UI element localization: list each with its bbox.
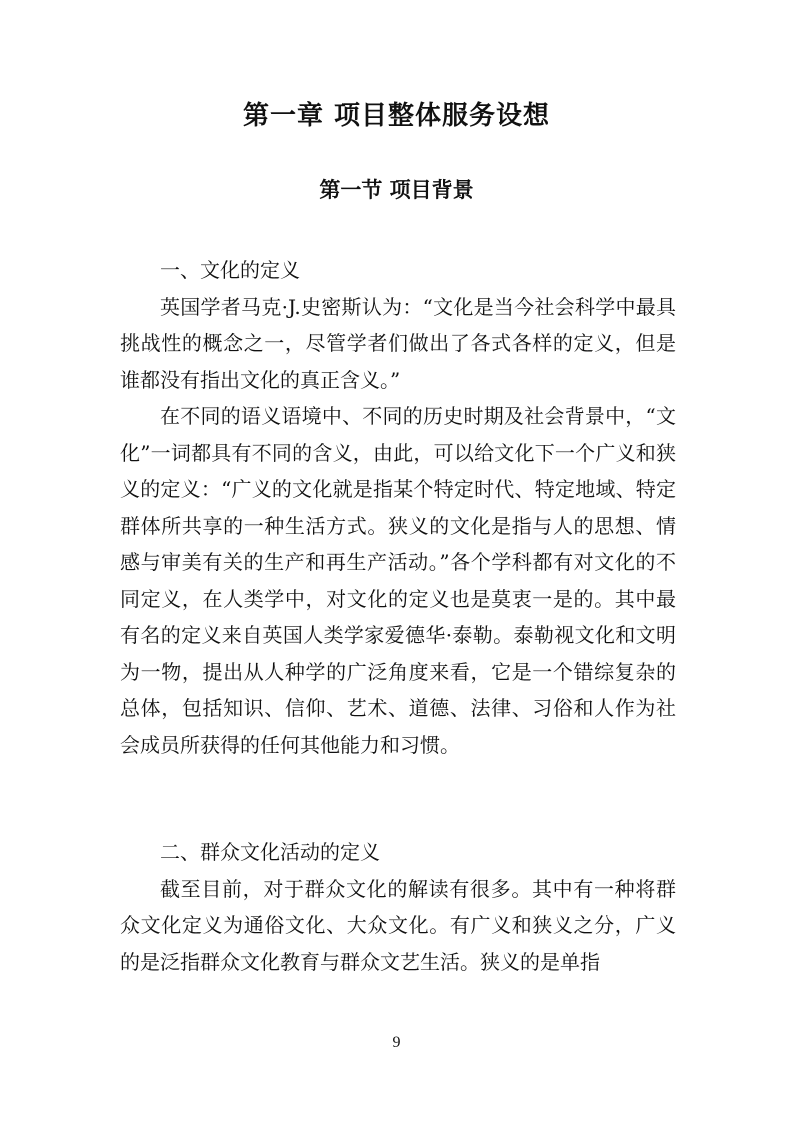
section-definition-of-culture [120, 252, 676, 763]
section-title: 第一节 项目背景 [319, 178, 474, 202]
section-definition-of-mass-cultural-activities [120, 834, 676, 980]
chapter-title: 第一章 项目整体服务设想 [242, 101, 551, 131]
section-heading: 一、文化的定义 [160, 258, 300, 282]
body-paragraph: 英国学者马克·J.史密斯认为：“文化是当今社会科学中最具挑战性的概念之一，尽管学者们做出了各式各样的定义，但是谁都没有指出文化的真正含义。” [120, 294, 676, 392]
section-heading: 二、群众文化活动的定义 [160, 840, 380, 864]
body-paragraph: 在不同的语义语境中、不同的历史时期及社会背景中，“文化”一词都具有不同的含义，由此，可以给文化下一个广义和狭义的定义：“广义的文化就是指某个特定时代、特定地域、特定群体所共享的一种生活方式。狭义的文化是指与人的思想、情感与审美有关的生产和再生产活动。”各个学科都有对文化的不同定义，在人类学中，对文化的定义也是莫衷一是的。其中最有名的定义来自英国人类学家爱德华·泰勒。泰勒视文化和文明为一物，提出从人种学的广泛角度来看，它是一个错综复杂的总体，包括知识、信仰、艺术、道德、法律、习俗和人作为社会成员所获得的任何其他能力和习惯。 [120, 404, 676, 757]
page-number: 9 [392, 1034, 401, 1051]
body-paragraph: 截至目前，对于群众文化的解读有很多。其中有一种将群众文化定义为通俗文化、大众文化。有广义和狭义之分，广义的是泛指群众文化教育与群众文艺生活。狭义的是单指 [120, 876, 676, 974]
